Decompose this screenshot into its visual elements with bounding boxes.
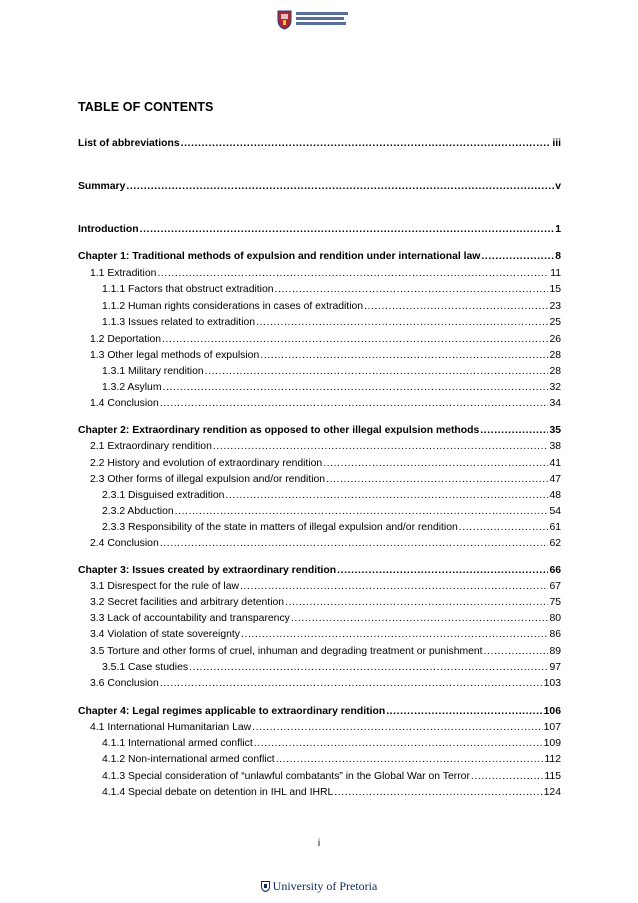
footer-logo <box>0 879 638 894</box>
toc-entry-label: 3.4 Violation of state sovereignty <box>90 629 240 640</box>
toc-entry[interactable] <box>102 316 561 329</box>
toc-leader-dots <box>386 705 542 718</box>
toc-entry-page: 38 <box>549 441 561 452</box>
toc-entry-page: 25 <box>549 317 561 328</box>
toc-leader-dots <box>364 300 548 313</box>
toc-leader-dots <box>334 786 542 799</box>
toc-entry-label: List of abbreviations <box>78 138 180 149</box>
toc-leader-dots <box>160 537 549 550</box>
toc-entry-page: 112 <box>544 754 561 765</box>
toc-entry-page: 103 <box>543 678 561 689</box>
toc-entry[interactable] <box>102 505 561 518</box>
toc-entry[interactable] <box>90 333 561 346</box>
toc-entry-label: 2.3.1 Disguised extradition <box>102 490 225 501</box>
toc-entry-page: 61 <box>549 522 561 533</box>
toc-leader-dots <box>337 564 548 577</box>
toc-leader-dots <box>326 473 548 486</box>
toc-leader-dots <box>189 661 548 674</box>
toc-entry-label: Introduction <box>78 224 139 235</box>
toc-leader-dots <box>252 721 543 734</box>
toc-leader-dots <box>323 457 548 470</box>
toc-entry-label: 1.4 Conclusion <box>90 398 159 409</box>
toc-entry-page: 62 <box>549 538 561 549</box>
toc-entry-page: 54 <box>549 506 561 517</box>
toc-entry-page: 115 <box>544 771 561 782</box>
toc-leader-dots <box>205 365 549 378</box>
toc-entry[interactable] <box>78 180 561 193</box>
toc-entry-page: 41 <box>549 458 561 469</box>
toc-entry[interactable] <box>102 521 561 534</box>
toc-entry[interactable] <box>102 365 561 378</box>
toc-entry-label: 2.3.3 Responsibility of the state in matters of illegal expulsion and/or rendition <box>102 522 458 533</box>
toc-entry-label: Chapter 4: Legal regimes applicable to extraordinary rendition <box>78 706 386 717</box>
logo-wordmark <box>296 12 348 25</box>
toc-entry-label: 1.3 Other legal methods of expulsion <box>90 350 260 361</box>
toc-entry-label: 1.3.2 Asylum <box>102 382 162 393</box>
toc-entry-page: 80 <box>549 613 561 624</box>
toc-entry[interactable] <box>90 457 561 470</box>
toc-leader-dots <box>240 580 548 593</box>
toc-entry-page: 1 <box>555 224 561 235</box>
toc-entry-label: 1.2 Deportation <box>90 334 162 345</box>
toc-leader-dots <box>471 770 544 783</box>
toc-entry[interactable] <box>90 349 561 362</box>
toc-leader-dots <box>140 223 555 236</box>
toc-entry[interactable] <box>90 628 561 641</box>
toc-leader-dots <box>254 737 543 750</box>
toc-entry-label: Summary <box>78 181 126 192</box>
toc-entry-label: 2.3 Other forms of illegal expulsion and/or rendition <box>90 474 326 485</box>
toc-entry[interactable] <box>90 721 561 734</box>
toc-entry-page: 66 <box>549 565 561 576</box>
toc-leader-dots <box>481 250 554 263</box>
toc-leader-dots <box>276 753 544 766</box>
toc-entry-label: 1.1.1 Factors that obstruct extradition <box>102 284 274 295</box>
toc-entry[interactable] <box>90 645 561 658</box>
toc-leader-dots <box>285 596 548 609</box>
toc-leader-dots <box>260 349 548 362</box>
toc-entry-page: 32 <box>549 382 561 393</box>
toc-entry[interactable] <box>90 473 561 486</box>
toc-entry-label: Chapter 2: Extraordinary rendition as opposed to other illegal expulsion methods <box>78 425 480 436</box>
toc-entry-label: 1.1 Extradition <box>90 268 157 279</box>
toc-entry-page: 26 <box>549 334 561 345</box>
toc-entry-label: 2.2 History and evolution of extraordinary rendition <box>90 458 323 469</box>
toc-entry[interactable] <box>90 580 561 593</box>
toc-entry-label: Chapter 1: Traditional methods of expulsion and rendition under international law <box>78 251 481 262</box>
toc-entry-label: 4.1 International Humanitarian Law <box>90 722 252 733</box>
toc-leader-dots <box>160 397 549 410</box>
toc-entry-page: iii <box>552 138 561 149</box>
toc-entry-label: 2.3.2 Abduction <box>102 506 174 517</box>
toc-leader-dots <box>291 612 549 625</box>
toc-leader-dots <box>225 489 548 502</box>
toc-leader-dots <box>241 628 548 641</box>
toc-entry[interactable] <box>102 300 561 313</box>
toc-leader-dots <box>181 137 552 150</box>
toc-entry-label: 3.2 Secret facilities and arbitrary detention <box>90 597 285 608</box>
toc-entry-page: 106 <box>543 706 561 717</box>
toc-entry-label: 4.1.1 International armed conflict <box>102 738 253 749</box>
toc-entry-label: 3.5.1 Case studies <box>102 662 189 673</box>
toc-entry-page: 86 <box>549 629 561 640</box>
toc-leader-dots <box>480 424 548 437</box>
toc-entry[interactable] <box>102 737 561 750</box>
toc-entry[interactable] <box>90 537 561 550</box>
toc-entry[interactable] <box>102 753 561 766</box>
toc-entry[interactable] <box>102 770 561 783</box>
toc-entry-label: 2.1 Extraordinary rendition <box>90 441 212 452</box>
toc-entry[interactable] <box>90 596 561 609</box>
toc-entry[interactable] <box>90 440 561 453</box>
toc-entry-page: 28 <box>549 350 561 361</box>
toc-entry-label: 1.1.3 Issues related to extradition <box>102 317 256 328</box>
toc-entry[interactable] <box>102 786 561 799</box>
toc-entry-page: 28 <box>549 366 561 377</box>
toc-leader-dots <box>163 381 549 394</box>
toc-entry-page: 97 <box>549 662 561 673</box>
toc-entry-page: 75 <box>549 597 561 608</box>
toc-entry[interactable] <box>78 705 561 718</box>
toc-entry-page: 11 <box>550 268 561 279</box>
toc-entry-label: 1.3.1 Military rendition <box>102 366 204 377</box>
toc-entry-label: 1.1.2 Human rights considerations in cases of extradition <box>102 301 364 312</box>
toc-entry[interactable] <box>78 223 561 236</box>
toc-entry[interactable] <box>78 564 561 577</box>
toc-entry-label: 3.3 Lack of accountability and transparency <box>90 613 290 624</box>
toc-leader-dots <box>256 316 548 329</box>
toc-entry-label: 3.6 Conclusion <box>90 678 159 689</box>
toc-leader-dots <box>484 645 549 658</box>
toc-entry-label: 2.4 Conclusion <box>90 538 159 549</box>
toc-entry-page: 124 <box>543 787 561 798</box>
page-number: i <box>317 838 321 849</box>
toc-entry[interactable] <box>102 489 561 502</box>
toc-entry-page: 67 <box>549 581 561 592</box>
toc-entry-page: 107 <box>543 722 561 733</box>
toc-entry-page: 23 <box>549 301 561 312</box>
toc-entry[interactable] <box>90 612 561 625</box>
toc-entry[interactable] <box>90 397 561 410</box>
toc-entry[interactable] <box>102 661 561 674</box>
toc-entry[interactable] <box>102 283 561 296</box>
toc-leader-dots <box>162 333 548 346</box>
toc-entry-page: v <box>555 181 561 192</box>
toc-entry-page: 35 <box>549 425 561 436</box>
toc-leader-dots <box>157 267 549 280</box>
toc-leader-dots <box>160 677 543 690</box>
toc-entry-page: 109 <box>543 738 561 749</box>
toc-entry-label: 4.1.2 Non-international armed conflict <box>102 754 275 765</box>
toc-leader-dots <box>275 283 549 296</box>
toc-entry[interactable] <box>78 250 561 263</box>
toc-entry-label: 4.1.3 Special consideration of “unlawful combatants” in the Global War on Terror <box>102 771 470 782</box>
toc-entry-page: 47 <box>549 474 561 485</box>
toc-leader-dots <box>459 521 549 534</box>
toc-entry[interactable] <box>90 677 561 690</box>
toc-entry-label: Chapter 3: Issues created by extraordinary rendition <box>78 565 337 576</box>
toc-leader-dots <box>213 440 549 453</box>
toc-entry[interactable] <box>78 424 561 437</box>
toc-entry-label: 4.1.4 Special debate on detention in IHL and IHRL <box>102 787 334 798</box>
toc-leader-dots <box>175 505 549 518</box>
crest-icon <box>261 881 270 892</box>
toc-entry-page: 15 <box>549 284 561 295</box>
toc-entry[interactable] <box>102 381 561 394</box>
toc-entry-label: 3.1 Disrespect for the rule of law <box>90 581 240 592</box>
toc-leader-dots <box>126 180 554 193</box>
toc-entry[interactable] <box>90 267 561 280</box>
university-logo <box>277 10 357 34</box>
toc-entry-page: 34 <box>549 398 561 409</box>
toc-entry[interactable] <box>78 137 561 150</box>
toc-entry-label: 3.5 Torture and other forms of cruel, inhuman and degrading treatment or punishment <box>90 646 483 657</box>
toc-entry-page: 89 <box>549 646 561 657</box>
crest-icon <box>277 10 292 30</box>
university-name: University of Pretoria <box>272 879 378 893</box>
toc-title: TABLE OF CONTENTS <box>78 100 214 114</box>
toc-entry-page: 8 <box>555 251 561 262</box>
toc-entry-page: 48 <box>549 490 561 501</box>
